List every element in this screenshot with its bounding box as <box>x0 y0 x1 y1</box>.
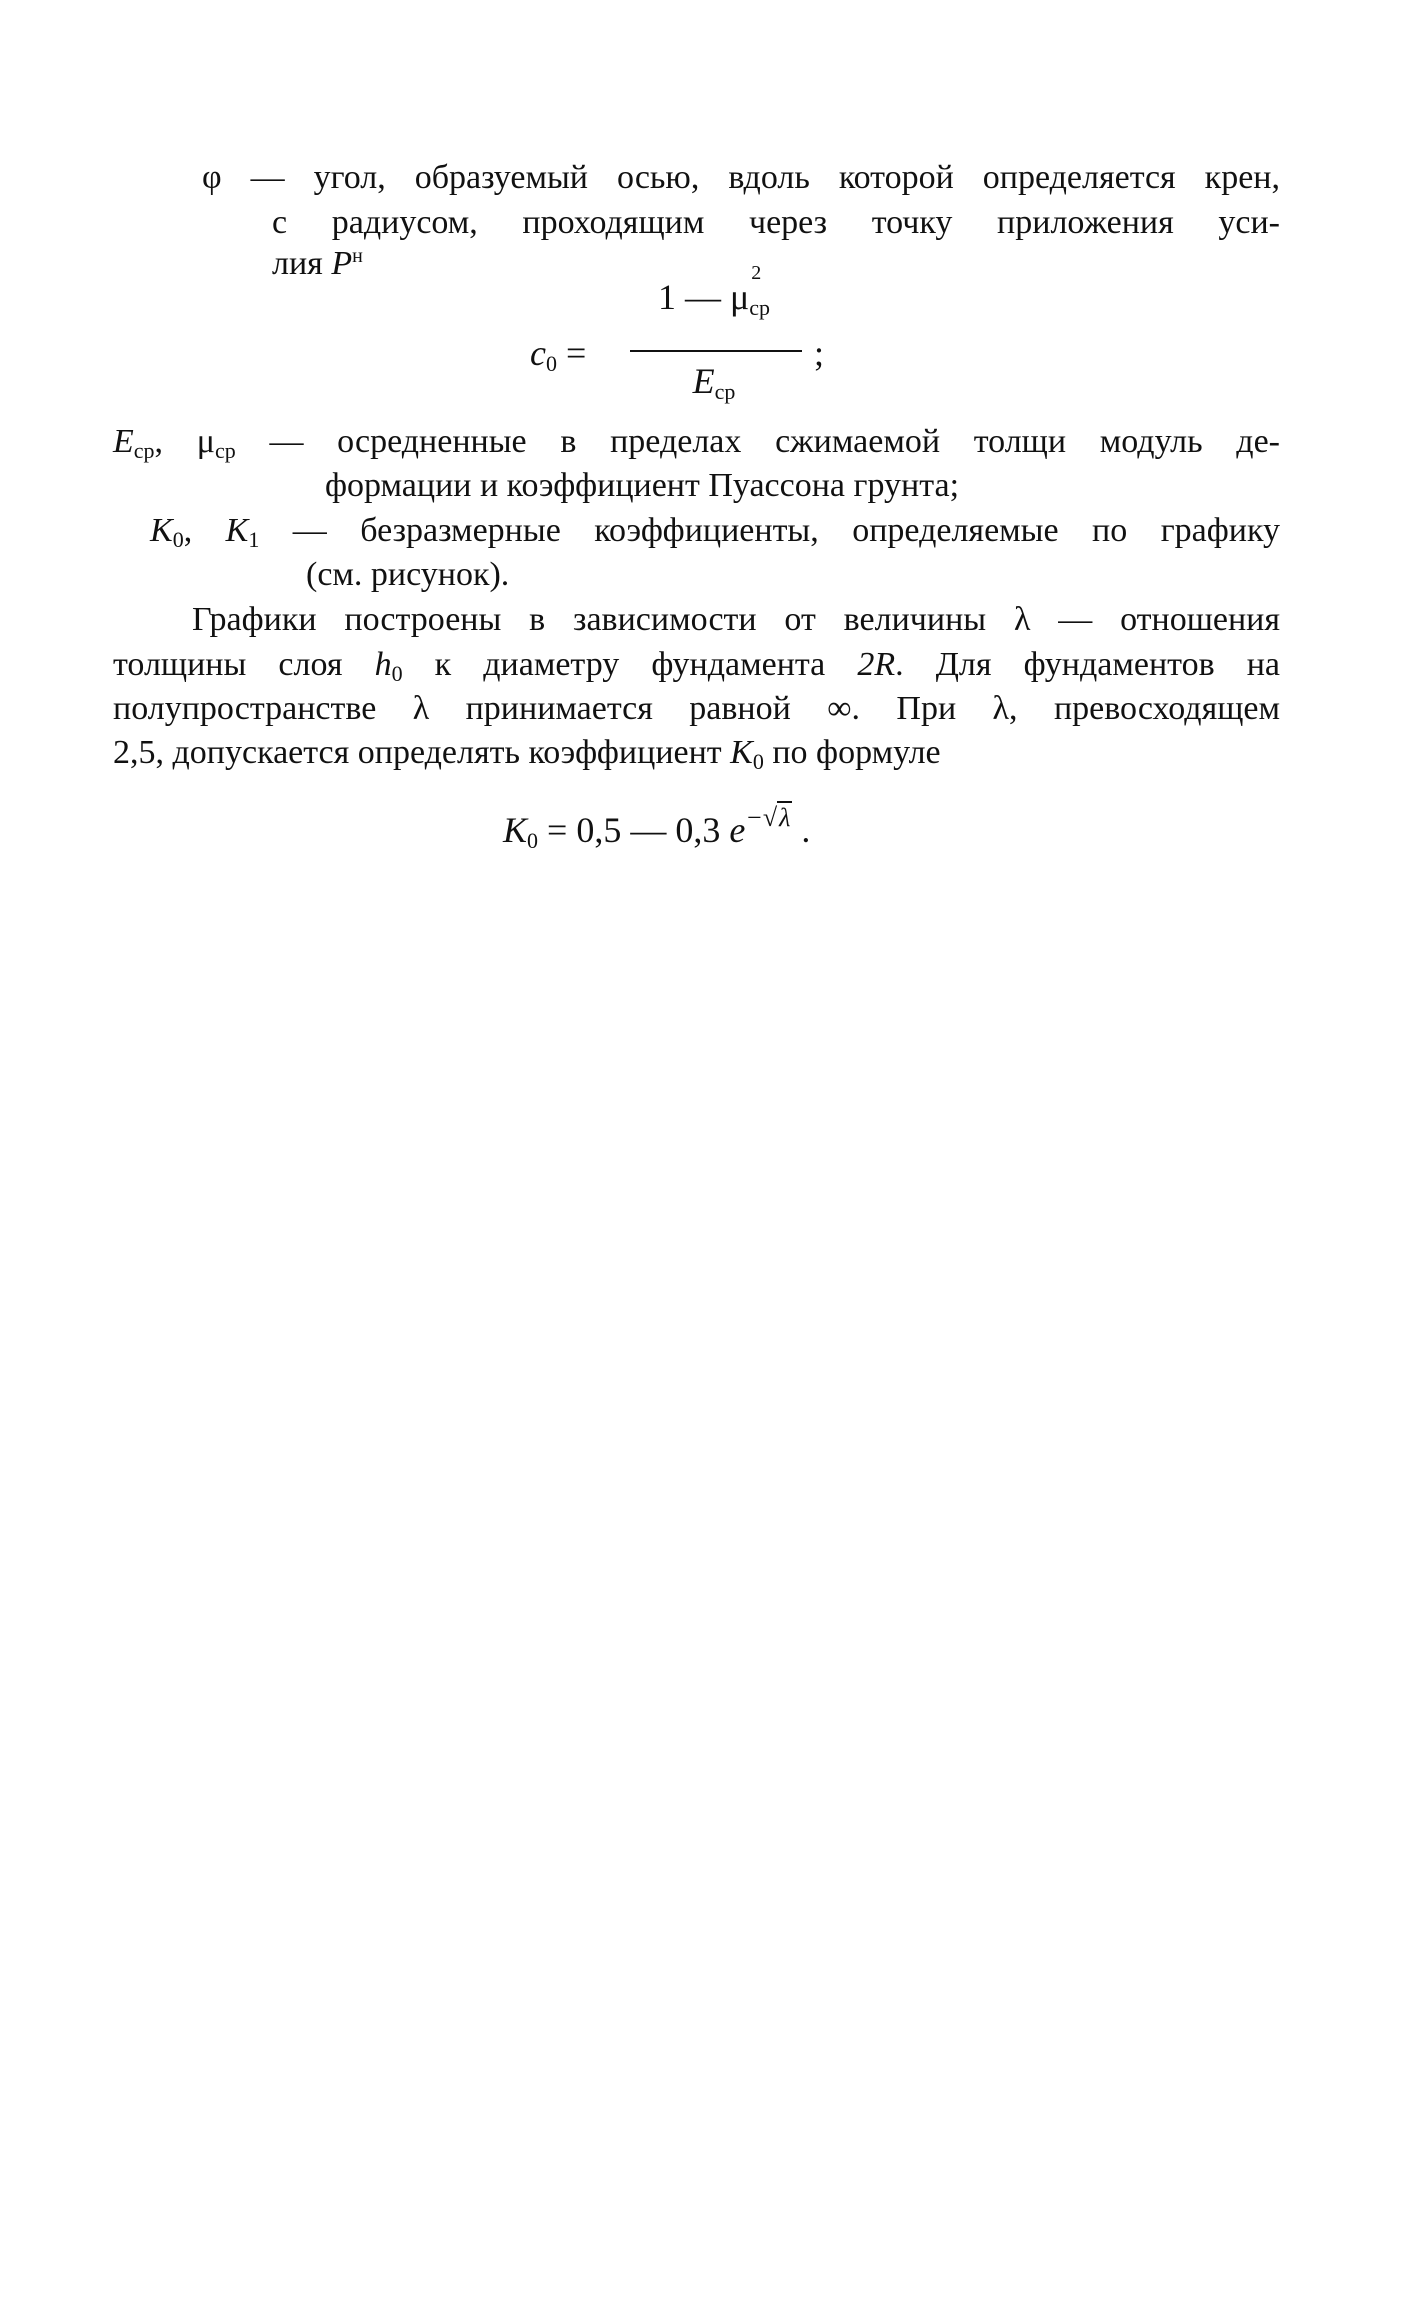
k-definition-line-1: $K_0$, $K_1$ — безразмерные коэффициенты, определяемые по графику <box>150 512 1281 552</box>
formula-c0-lhs: $c_0$ = <box>530 333 587 376</box>
paragraph-line-3: полупространстве λ принимается равной ∞. При λ, превосходящем <box>113 690 1280 727</box>
k-definition-line-2: (см. рисунок). <box>306 556 510 593</box>
phi-definition-line-2: с радиусом, проходящим через точку приложения уси- <box>272 204 1280 241</box>
formula-k0: $K_0 = 0,5$ — 0,3 $e^{-√\lambda}$ . <box>503 803 811 853</box>
formula-c0 <box>530 262 830 422</box>
formula-c0-numerator: 1 — μ 2 $_{ср}$ <box>657 262 771 320</box>
paragraph-line-1: Графики построены в зависимости от величины λ — отношения <box>192 601 1280 638</box>
e-mu-definition-line-2: формации и коэффициент Пуассона грунта; <box>325 467 960 504</box>
force-symbol: P <box>331 245 353 282</box>
formula-c0-semicolon: ; <box>814 333 825 373</box>
paragraph-line-4: 2,5, допускается определять коэффициент $K_0$ по формуле <box>113 734 941 774</box>
e-mu-definition-line-1: $E_{ср}$, $\mu_{ср}$ — осредненные в пределах сжимаемой толщи модуль де- <box>113 423 1280 463</box>
formula-c0-denominator: $E_{ср}$ <box>692 361 736 404</box>
force-superscript: н <box>352 245 363 267</box>
phi-definition-line-1: φ — угол, образуемый осью, вдоль которой определяется крен, <box>202 159 1280 196</box>
phi-definition-line-3: лия $P^н$ <box>272 245 363 282</box>
formula-k0-exponent: −√λ <box>745 803 791 832</box>
fraction-bar <box>630 350 802 352</box>
paragraph-line-2: толщины слоя $h_0$ к диаметру фундамента 2R. Для фундаментов на <box>113 646 1280 686</box>
